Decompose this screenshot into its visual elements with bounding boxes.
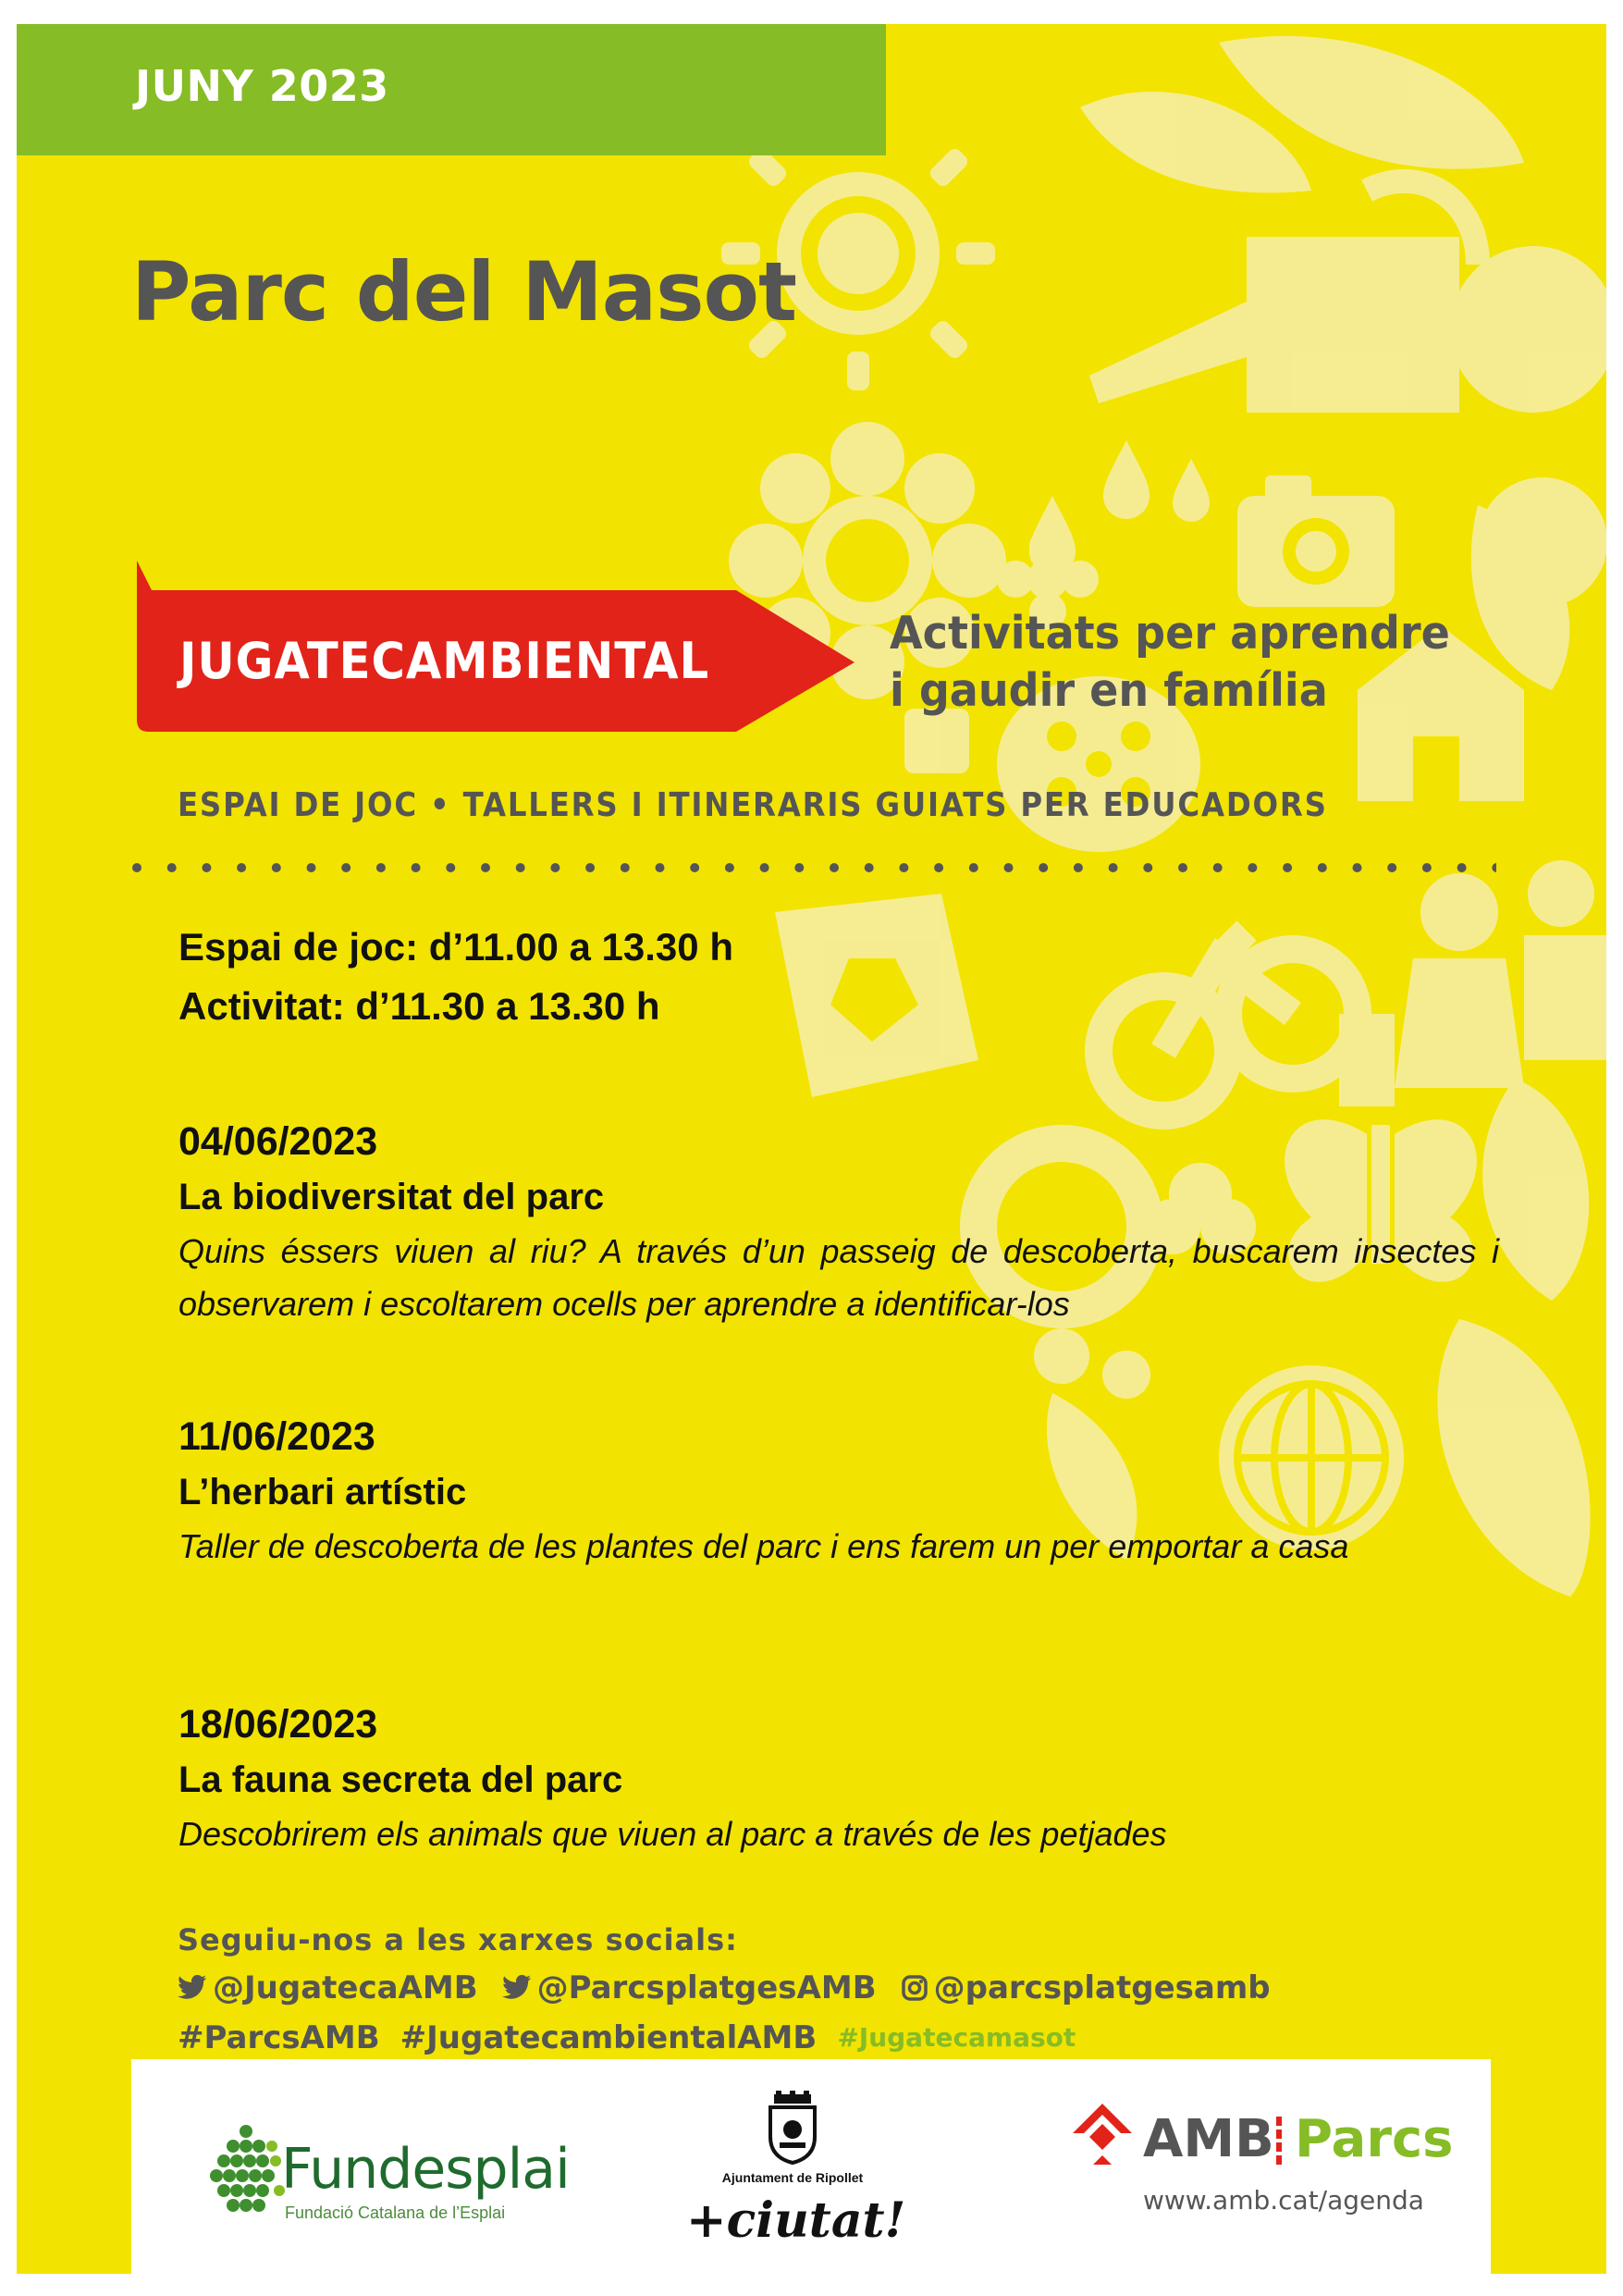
social-handle[interactable] <box>901 1963 1271 2013</box>
divider-dot <box>1248 863 1257 872</box>
ripollet-coat-of-arms-icon <box>765 2091 820 2165</box>
divider-dot <box>446 863 455 872</box>
divider-dot <box>1318 863 1327 872</box>
social-handle-text: @ParcsplatgesAMB <box>536 1969 877 2006</box>
month-bar <box>17 24 886 155</box>
social-heading: Seguiu-nos a les xarxes socials: <box>178 1922 738 1957</box>
banner-label: JUGATECAMBIENTAL <box>179 632 710 690</box>
amb-separator <box>1276 2117 1282 2165</box>
play-space-hours: Espai de joc: d’11.00 a 13.30 h <box>178 925 733 969</box>
instagram-icon <box>901 1974 928 2002</box>
divider-dot <box>167 863 177 872</box>
event-description: Descobrirem els animals que viuen al parc a través de les petjades <box>178 1815 1167 1853</box>
amb-name: AMB <box>1143 2109 1274 2169</box>
family-icon <box>1339 860 1606 1106</box>
divider-dot <box>412 863 421 872</box>
hashtag-highlight[interactable]: #Jugatecamasot <box>837 2022 1076 2053</box>
activity-hours: Activitat: d’11.30 a 13.30 h <box>178 984 660 1028</box>
event-date: 04/06/2023 <box>178 1119 378 1164</box>
divider-dot <box>656 863 665 872</box>
divider-dot <box>1353 863 1362 872</box>
tagline <box>890 605 1450 720</box>
divider-dot <box>899 863 908 872</box>
event-title: La biodiversitat del parc <box>178 1177 605 1217</box>
divider-dot <box>341 863 350 872</box>
social-handle-text: @JugatecaAMB <box>213 1969 478 2006</box>
divider-dot <box>1387 863 1396 872</box>
hashtag[interactable]: #JugatecambientalAMB <box>400 2019 818 2056</box>
divider-dot <box>237 863 246 872</box>
social-handle-text: @parcsplatgesamb <box>933 1969 1271 2006</box>
divider-dot <box>760 863 769 872</box>
fundesplai-logo <box>207 2122 570 2228</box>
tagline-line-2: i gaudir en família <box>890 664 1328 717</box>
poster <box>17 24 1606 2274</box>
social-section <box>178 1917 1295 2063</box>
social-handle[interactable] <box>178 1963 478 2013</box>
sponsor-logos <box>131 2059 1491 2274</box>
event-item <box>178 1114 1499 1330</box>
divider-dot <box>202 863 211 872</box>
recycle-icon <box>775 894 978 1097</box>
event-title: L’herbari artístic <box>178 1472 467 1512</box>
event-title: La fauna secreta del parc <box>178 1759 623 1800</box>
leaf-icon <box>1080 36 1524 192</box>
event-description: Taller de descoberta de les plantes del parc i ens farem un per emportar a casa <box>178 1527 1349 1565</box>
social-handles <box>178 1963 1295 2013</box>
park-title: Parc del Masot <box>131 244 797 339</box>
divider-dot <box>690 863 699 872</box>
divider-dot <box>830 863 839 872</box>
divider-dot <box>1109 863 1118 872</box>
divider-dot <box>272 863 281 872</box>
amb-url[interactable]: www.amb.cat/agenda <box>1143 2185 1424 2216</box>
ripollet-slogan: +ciutat! <box>686 2192 906 2249</box>
event-item <box>178 1697 1499 1860</box>
fundesplai-subtitle: Fundació Catalana de l’Esplai <box>285 2203 506 2222</box>
divider-dot <box>725 863 734 872</box>
tagline-line-1: Activitats per aprendre <box>890 607 1450 660</box>
event-date: 18/06/2023 <box>178 1702 378 1747</box>
dotted-divider <box>131 858 1496 877</box>
schedule <box>178 918 733 1036</box>
amb-parcs-label: Parcs <box>1295 2109 1454 2169</box>
twitter-icon <box>502 1975 532 2001</box>
divider-dot <box>585 863 595 872</box>
camera-icon <box>1237 475 1395 607</box>
divider-dot <box>1422 863 1432 872</box>
divider-dot <box>550 863 559 872</box>
social-handle[interactable] <box>502 1963 877 2013</box>
divider-dot <box>621 863 630 872</box>
divider-dot <box>1143 863 1152 872</box>
divider-dot <box>481 863 490 872</box>
divider-dot <box>865 863 874 872</box>
ripollet-logo <box>686 2074 906 2274</box>
ripollet-name: Ajuntament de Ripollet <box>721 2170 864 2185</box>
divider-dot <box>1283 863 1292 872</box>
amb-parcs-logo <box>1069 2100 1454 2216</box>
divider-dot <box>376 863 386 872</box>
twitter-icon <box>178 1975 207 2001</box>
divider-dot <box>969 863 978 872</box>
divider-dot <box>1457 863 1467 872</box>
hashtag[interactable]: #ParcsAMB <box>178 2019 380 2056</box>
hashtags <box>178 2013 1295 2063</box>
divider-dot <box>132 863 141 872</box>
divider-dot <box>1039 863 1048 872</box>
event-date: 11/06/2023 <box>178 1414 375 1459</box>
watering-can-icon <box>1089 181 1478 413</box>
divider-dot <box>1178 863 1187 872</box>
divider-dot <box>934 863 943 872</box>
event-description: Quins éssers viuen al riu? A través d’un passeig de descoberta, buscarem insectes i observarem i escoltarem ocells per aprendre a identificar-los <box>178 1232 1499 1323</box>
divider-dot <box>1492 863 1496 872</box>
divider-dot <box>516 863 525 872</box>
event-item <box>178 1409 1499 1573</box>
bicycle-icon <box>1099 931 1358 1116</box>
divider-dot <box>1213 863 1223 872</box>
divider-dot <box>1074 863 1083 872</box>
fundesplai-tree-icon <box>207 2122 285 2224</box>
activities-subheading: ESPAI DE JOC • TALLERS I ITINERARIS GUIATS PER EDUCADORS <box>178 786 1328 824</box>
divider-dot <box>794 863 804 872</box>
amb-arrow-icon <box>1069 2100 1136 2166</box>
divider-dot <box>1004 863 1014 872</box>
divider-dot <box>307 863 316 872</box>
fundesplai-name: Fundesplai <box>281 2137 570 2202</box>
month-label: JUNY 2023 <box>135 61 389 111</box>
